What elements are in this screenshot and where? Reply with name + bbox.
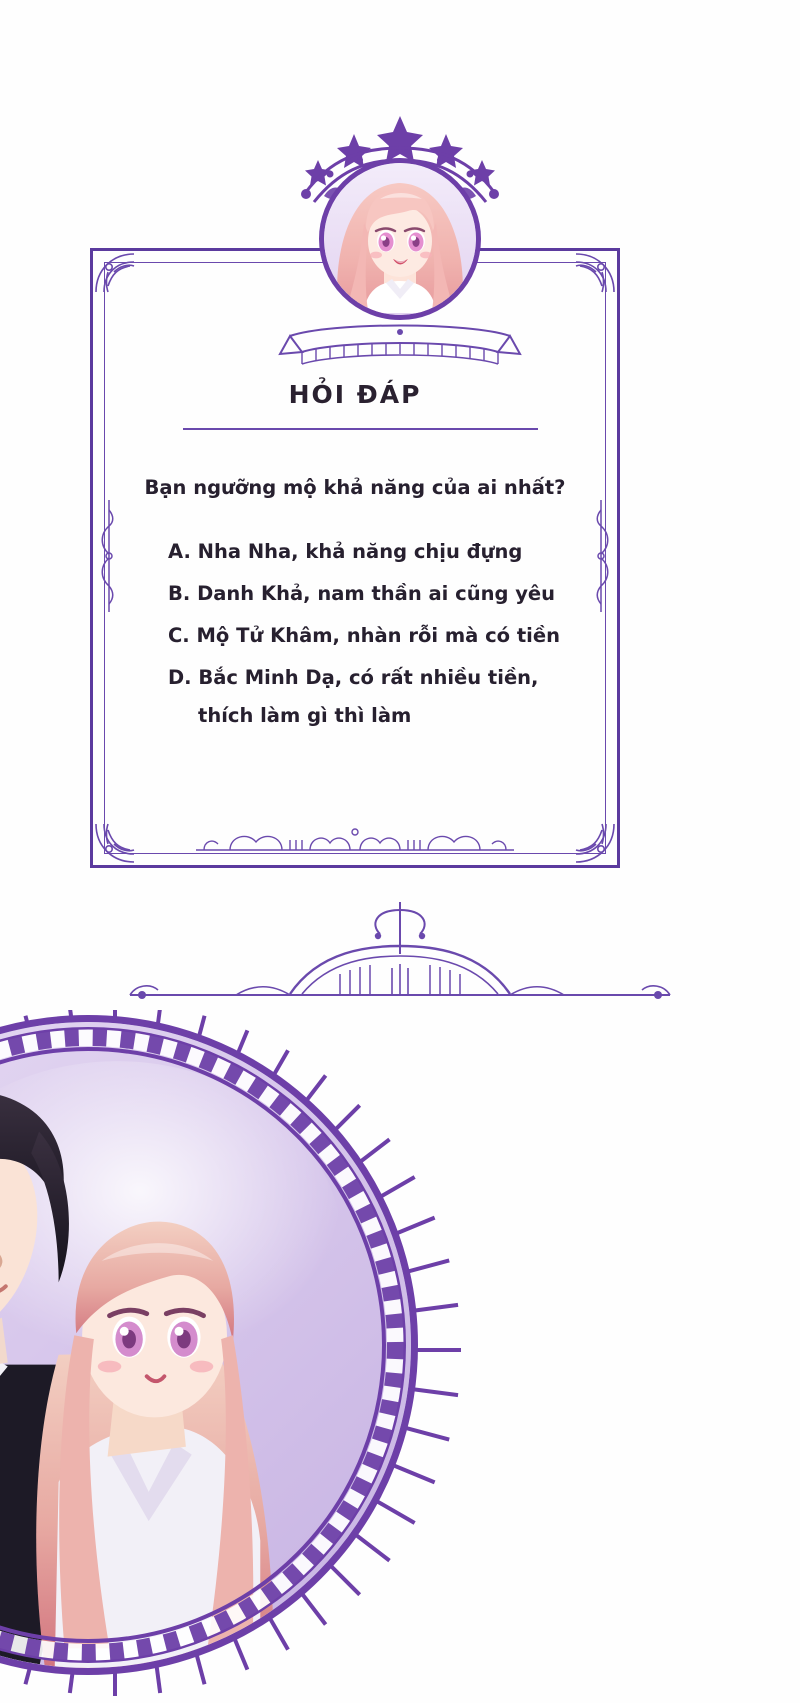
couple-photo <box>0 1015 418 1675</box>
question-text: Bạn ngưỡng mộ khả năng của ai nhất? <box>144 476 566 499</box>
answer-text: Danh Khả, nam thần ai cũng yêu <box>197 582 556 605</box>
answer-key: B. <box>168 582 191 605</box>
answer-key: C. <box>168 624 190 647</box>
avatar <box>319 158 481 320</box>
page-title: HỎI ĐÁP <box>288 380 422 409</box>
ribbon-banner-icon <box>250 320 550 386</box>
girl-avatar-icon <box>324 163 476 315</box>
answer-option-d[interactable] <box>168 666 580 727</box>
divider-ornament-icon <box>40 890 760 1020</box>
couple-illustration-icon <box>0 1022 411 1668</box>
bottom-illustration <box>0 1010 800 1703</box>
answer-text: Mộ Tử Khâm, nhàn rỗi mà có tiền <box>196 624 560 647</box>
answer-text-line2: thích làm gì thì làm <box>198 704 412 727</box>
answer-text: Bắc Minh Dạ, có rất nhiều tiền, <box>198 666 539 689</box>
answer-option-a[interactable] <box>168 540 580 563</box>
answers-list <box>168 540 580 746</box>
answer-option-b[interactable] <box>168 582 580 605</box>
answer-option-c[interactable] <box>168 624 580 647</box>
answer-key: A. <box>168 540 191 563</box>
answer-text: Nha Nha, khả năng chịu đựng <box>197 540 523 563</box>
answer-key: D. <box>168 666 192 689</box>
title-divider <box>183 428 538 430</box>
avatar-group <box>250 110 550 400</box>
